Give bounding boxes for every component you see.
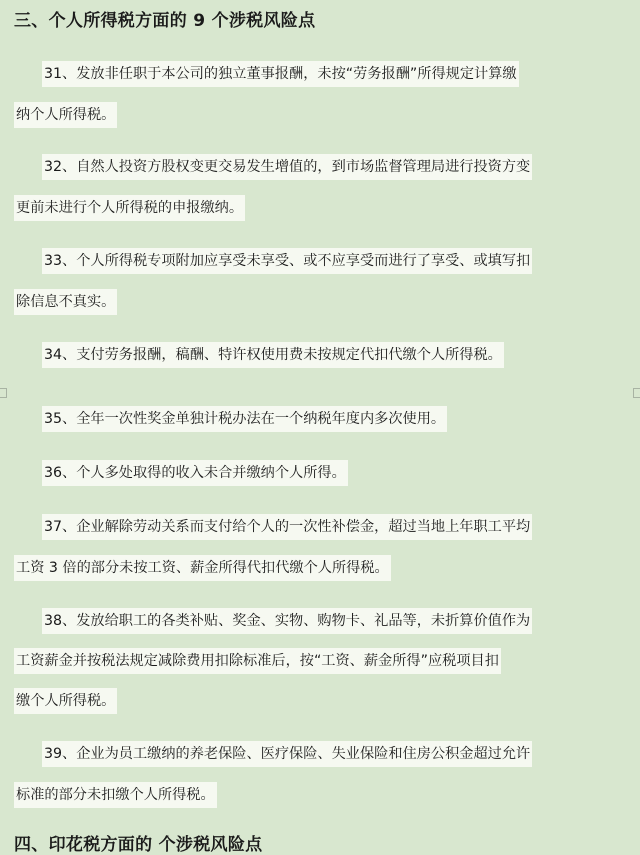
item-38-line-2: 工资薪金并按税法规定减除费用扣除标准后，按“工资、薪金所得”应税项目扣 [14,648,501,674]
item-39-line-1: 39、企业为员工缴纳的养老保险、医疗保险、失业保险和住房公积金超过允许 [42,741,532,767]
item-33-line-1: 33、个人所得税专项附加应享受未享受、或不应享受而进行了享受、或填写扣 [42,248,532,274]
item-37-line-2: 工资 3 倍的部分未按工资、薪金所得代扣代缴个人所得税。 [14,555,391,581]
item-31-line-1: 31、发放非任职于本公司的独立董事报酬，未按“劳务报酬”所得规定计算缴 [42,61,519,87]
item-33-line-2: 除信息不真实。 [14,289,117,315]
right-margin-marker-icon [633,388,640,398]
item-38-line-3: 缴个人所得税。 [14,688,117,714]
item-37-line-1: 37、企业解除劳动关系而支付给个人的一次性补偿金，超过当地上年职工平均 [42,514,532,540]
item-32-line-2: 更前未进行个人所得税的申报缴纳。 [14,195,245,221]
item-32-line-1: 32、自然人投资方股权变更交易发生增值的，到市场监督管理局进行投资方变 [42,154,532,180]
item-35-line-1: 35、全年一次性奖金单独计税办法在一个纳税年度内多次使用。 [42,406,447,432]
next-section-heading: 四、印花税方面的 个涉税风险点 [14,835,263,855]
section-heading: 三、个人所得税方面的 9 个涉税风险点 [14,11,316,31]
item-39-line-2: 标准的部分未扣缴个人所得税。 [14,782,217,808]
item-36-line-1: 36、个人多处取得的收入未合并缴纳个人所得。 [42,460,348,486]
item-34-line-1: 34、支付劳务报酬，稿酬、特许权使用费未按规定代扣代缴个人所得税。 [42,342,504,368]
left-margin-marker-icon [0,388,7,398]
item-31-line-2: 纳个人所得税。 [14,102,117,128]
item-38-line-1: 38、发放给职工的各类补贴、奖金、实物、购物卡、礼品等，未折算价值作为 [42,608,532,634]
